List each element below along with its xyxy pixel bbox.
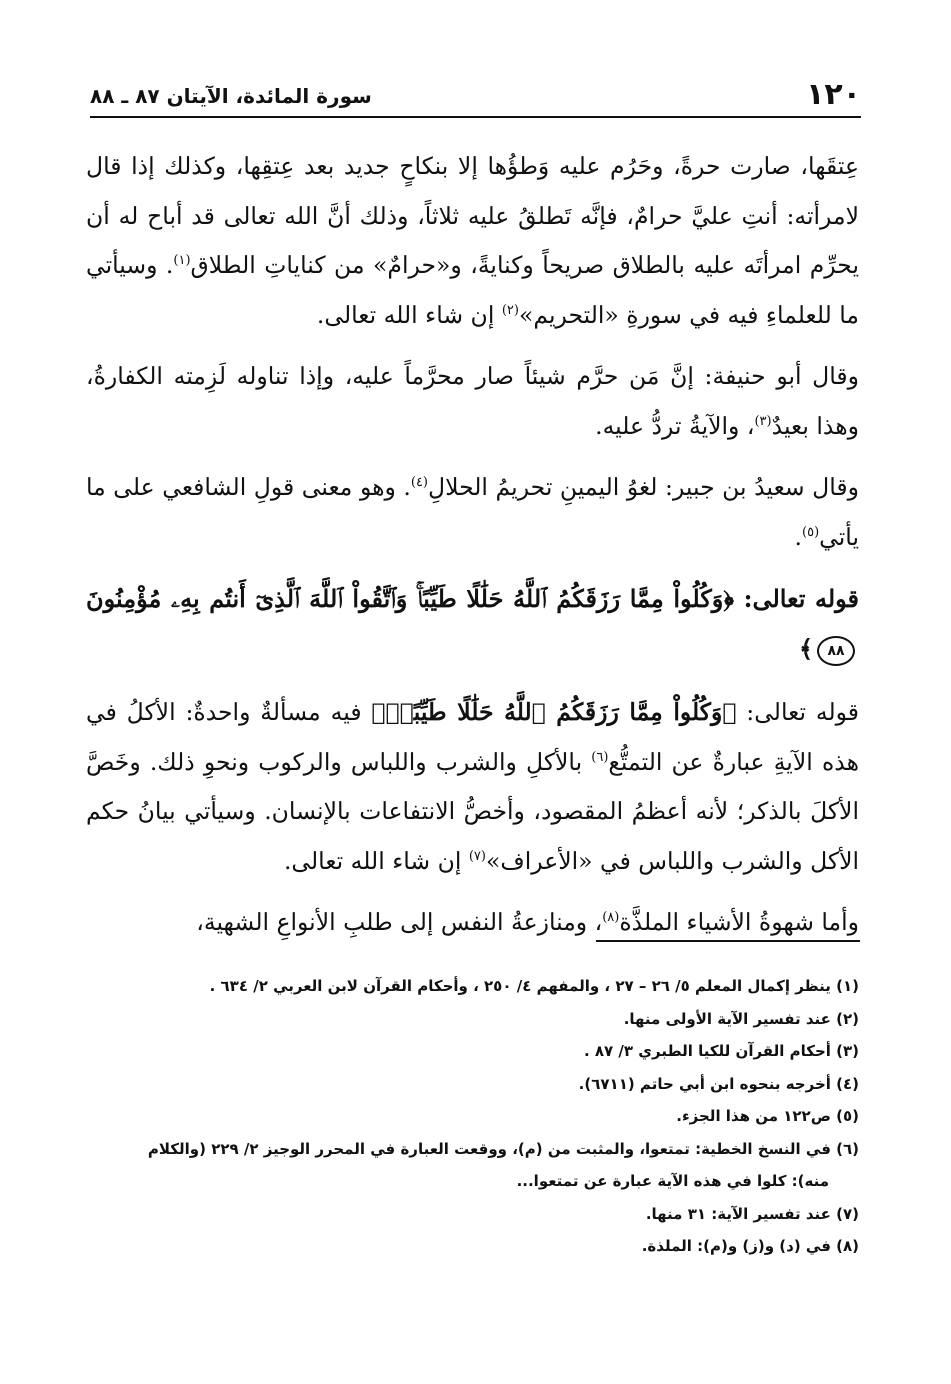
footnote-ref-3: (٣) bbox=[754, 413, 772, 429]
footnote-6-continued: منه): كلوا في هذه الآية عبارة عن تمتعوا... bbox=[516, 1172, 829, 1190]
paragraph-5-text-b: ، ومنازعةُ النفس إلى طلبِ الأنواعِ الشهية، bbox=[196, 908, 603, 936]
footnote-ref-8: (٨) bbox=[602, 910, 620, 926]
ayah-number-icon: ٨٨ bbox=[817, 636, 855, 666]
footnote-ref-7: (٧) bbox=[468, 848, 486, 864]
paragraph-1-text-b: . وسيأتي ما للعلماءِ فيه في سورةِ «التحريم» bbox=[86, 251, 859, 329]
verse-close-bracket: ﴾ bbox=[798, 634, 813, 663]
footnote-3: (٣) أحكام القرآن للكيا الطبري ٣/ ٨٧ . bbox=[583, 1042, 859, 1060]
paragraph-3-text: وقال سعيدُ بن جبير: لغوُ اليمينِ تحريمُ الحلالِ bbox=[428, 473, 859, 501]
paragraph-5-text: وأما شهوةُ الأشياء الملذَّة bbox=[619, 908, 859, 936]
footnote-ref-5: (٥) bbox=[802, 524, 820, 540]
verse-text: ﴿وَكُلُواْ مِمَّا رَزَقَكُمُ ٱللَّهُ حَلَٰلًا طَيِّبًاۚ وَٱتَّقُواْ ٱللَّهَ ٱلَّذِىٓ أَنتُم بِهِۦ مُؤْمِنُونَ bbox=[86, 584, 735, 613]
paragraph-2-text: وقال أبو حنيفة: إنَّ مَن حرَّم شيئاً صار محرَّماً عليه، وإذا تناوله لَزِمته الكفارةُ، وهذا بعيدٌ bbox=[86, 362, 859, 440]
footnote-6: (٦) في النسخ الخطية: تمتعوا، والمثبت من (م)، ووقعت العبارة في المحرر الوجيز ٢/ ٢٢٩ (والكلام bbox=[147, 1139, 859, 1158]
footnote-ref-2: (٢) bbox=[501, 302, 519, 318]
paragraph-3 bbox=[86, 463, 859, 562]
paragraph-4-text: قوله تعالى: bbox=[736, 698, 859, 726]
paragraph-3-text-b: . وهو معنى قولِ الشافعي على ما يأتي bbox=[86, 473, 859, 551]
verse-lead: قوله تعالى: bbox=[743, 584, 860, 613]
page-header bbox=[90, 72, 861, 112]
paragraph-4-verse: ﴿وَكُلُواْ مِمَّا رَزَقَكُمُ ٱللَّهُ حَلَٰلًا طَيِّبًاۚ﴾ bbox=[371, 698, 737, 726]
paragraph-1-text: عِتقَها، صارت حرةً، وحَرُم عليه وَطؤُها إلا بنكاحٍ جديد بعد عِتقِها، وكذلك إذا قال لامرأته: أنتِ عليَّ حرامٌ، فإنَّه تَطلقُ عليه ثلاثاً، وذلك أنَّ الله تعالى قد أباح له أن يحرِّم امرأتَه عليه بالطلاق صريحاً وكنايةً، و«حرامٌ» من كناياتِ الطلاق bbox=[86, 152, 859, 279]
footnotes bbox=[96, 970, 859, 1263]
paragraph-4-text-c: بالأكلِ والشرب واللباس والركوب ونحوِ ذلك. وخَصَّ الأكلَ بالذكر؛ لأنه أعظمُ المقصود، وأخصُّ الانتفاعات بالإنسان. وسيأتي بيانُ حكم الأكل والشرب واللباس في «الأعراف» bbox=[86, 747, 859, 875]
paragraph-2-text-b: ، والآيةُ تردُّ عليه. bbox=[595, 411, 755, 440]
verse-heading bbox=[86, 574, 859, 674]
paragraph-4 bbox=[86, 688, 859, 886]
page-number: ١٢٠ bbox=[806, 77, 861, 112]
footnote-1: (١) ينظر إكمال المعلم ٥/ ٢٦ – ٢٧ ، والمفهم ٤/ ٢٥٠ ، وأحكام القرآن لابن العربي ٢/ ٦٣٤ . bbox=[209, 977, 859, 995]
footnote-ref-6: (٦) bbox=[591, 749, 609, 765]
footnote-8: (٨) في (د) و(ز) و(م): الملذة. bbox=[641, 1237, 859, 1255]
paragraph-2 bbox=[86, 352, 859, 451]
footnote-2: (٢) عند تفسير الآية الأولى منها. bbox=[623, 1009, 859, 1028]
footnote-4: (٤) أخرجه بنحوه ابن أبي حاتم (٦٧١١). bbox=[578, 1074, 859, 1093]
header-rule bbox=[90, 116, 861, 118]
paragraph-1 bbox=[86, 142, 859, 340]
paragraph-3-text-c: . bbox=[794, 522, 803, 551]
footnote-separator bbox=[596, 940, 860, 942]
footnote-ref-4: (٤) bbox=[410, 475, 428, 491]
running-head: سورة المائدة، الآيتان ٨٧ ـ ٨٨ bbox=[90, 84, 372, 108]
paragraph-4-text-b: فيه مسألةٌ واحدةٌ: الأكلُ في هذه الآيةِ عبارةٌ عن التمتُّع bbox=[86, 698, 859, 776]
footnote-ref-1: (١) bbox=[173, 253, 191, 269]
footnote-5: (٥) ص١٢٢ من هذا الجزء. bbox=[676, 1107, 859, 1125]
paragraph-1-text-c: إن شاء الله تعالى. bbox=[316, 300, 502, 329]
footnote-7: (٧) عند تفسير الآية: ٣١ منها. bbox=[645, 1204, 859, 1223]
paragraph-4-text-d: إن شاء الله تعالى. bbox=[283, 846, 469, 875]
main-text bbox=[86, 142, 859, 960]
